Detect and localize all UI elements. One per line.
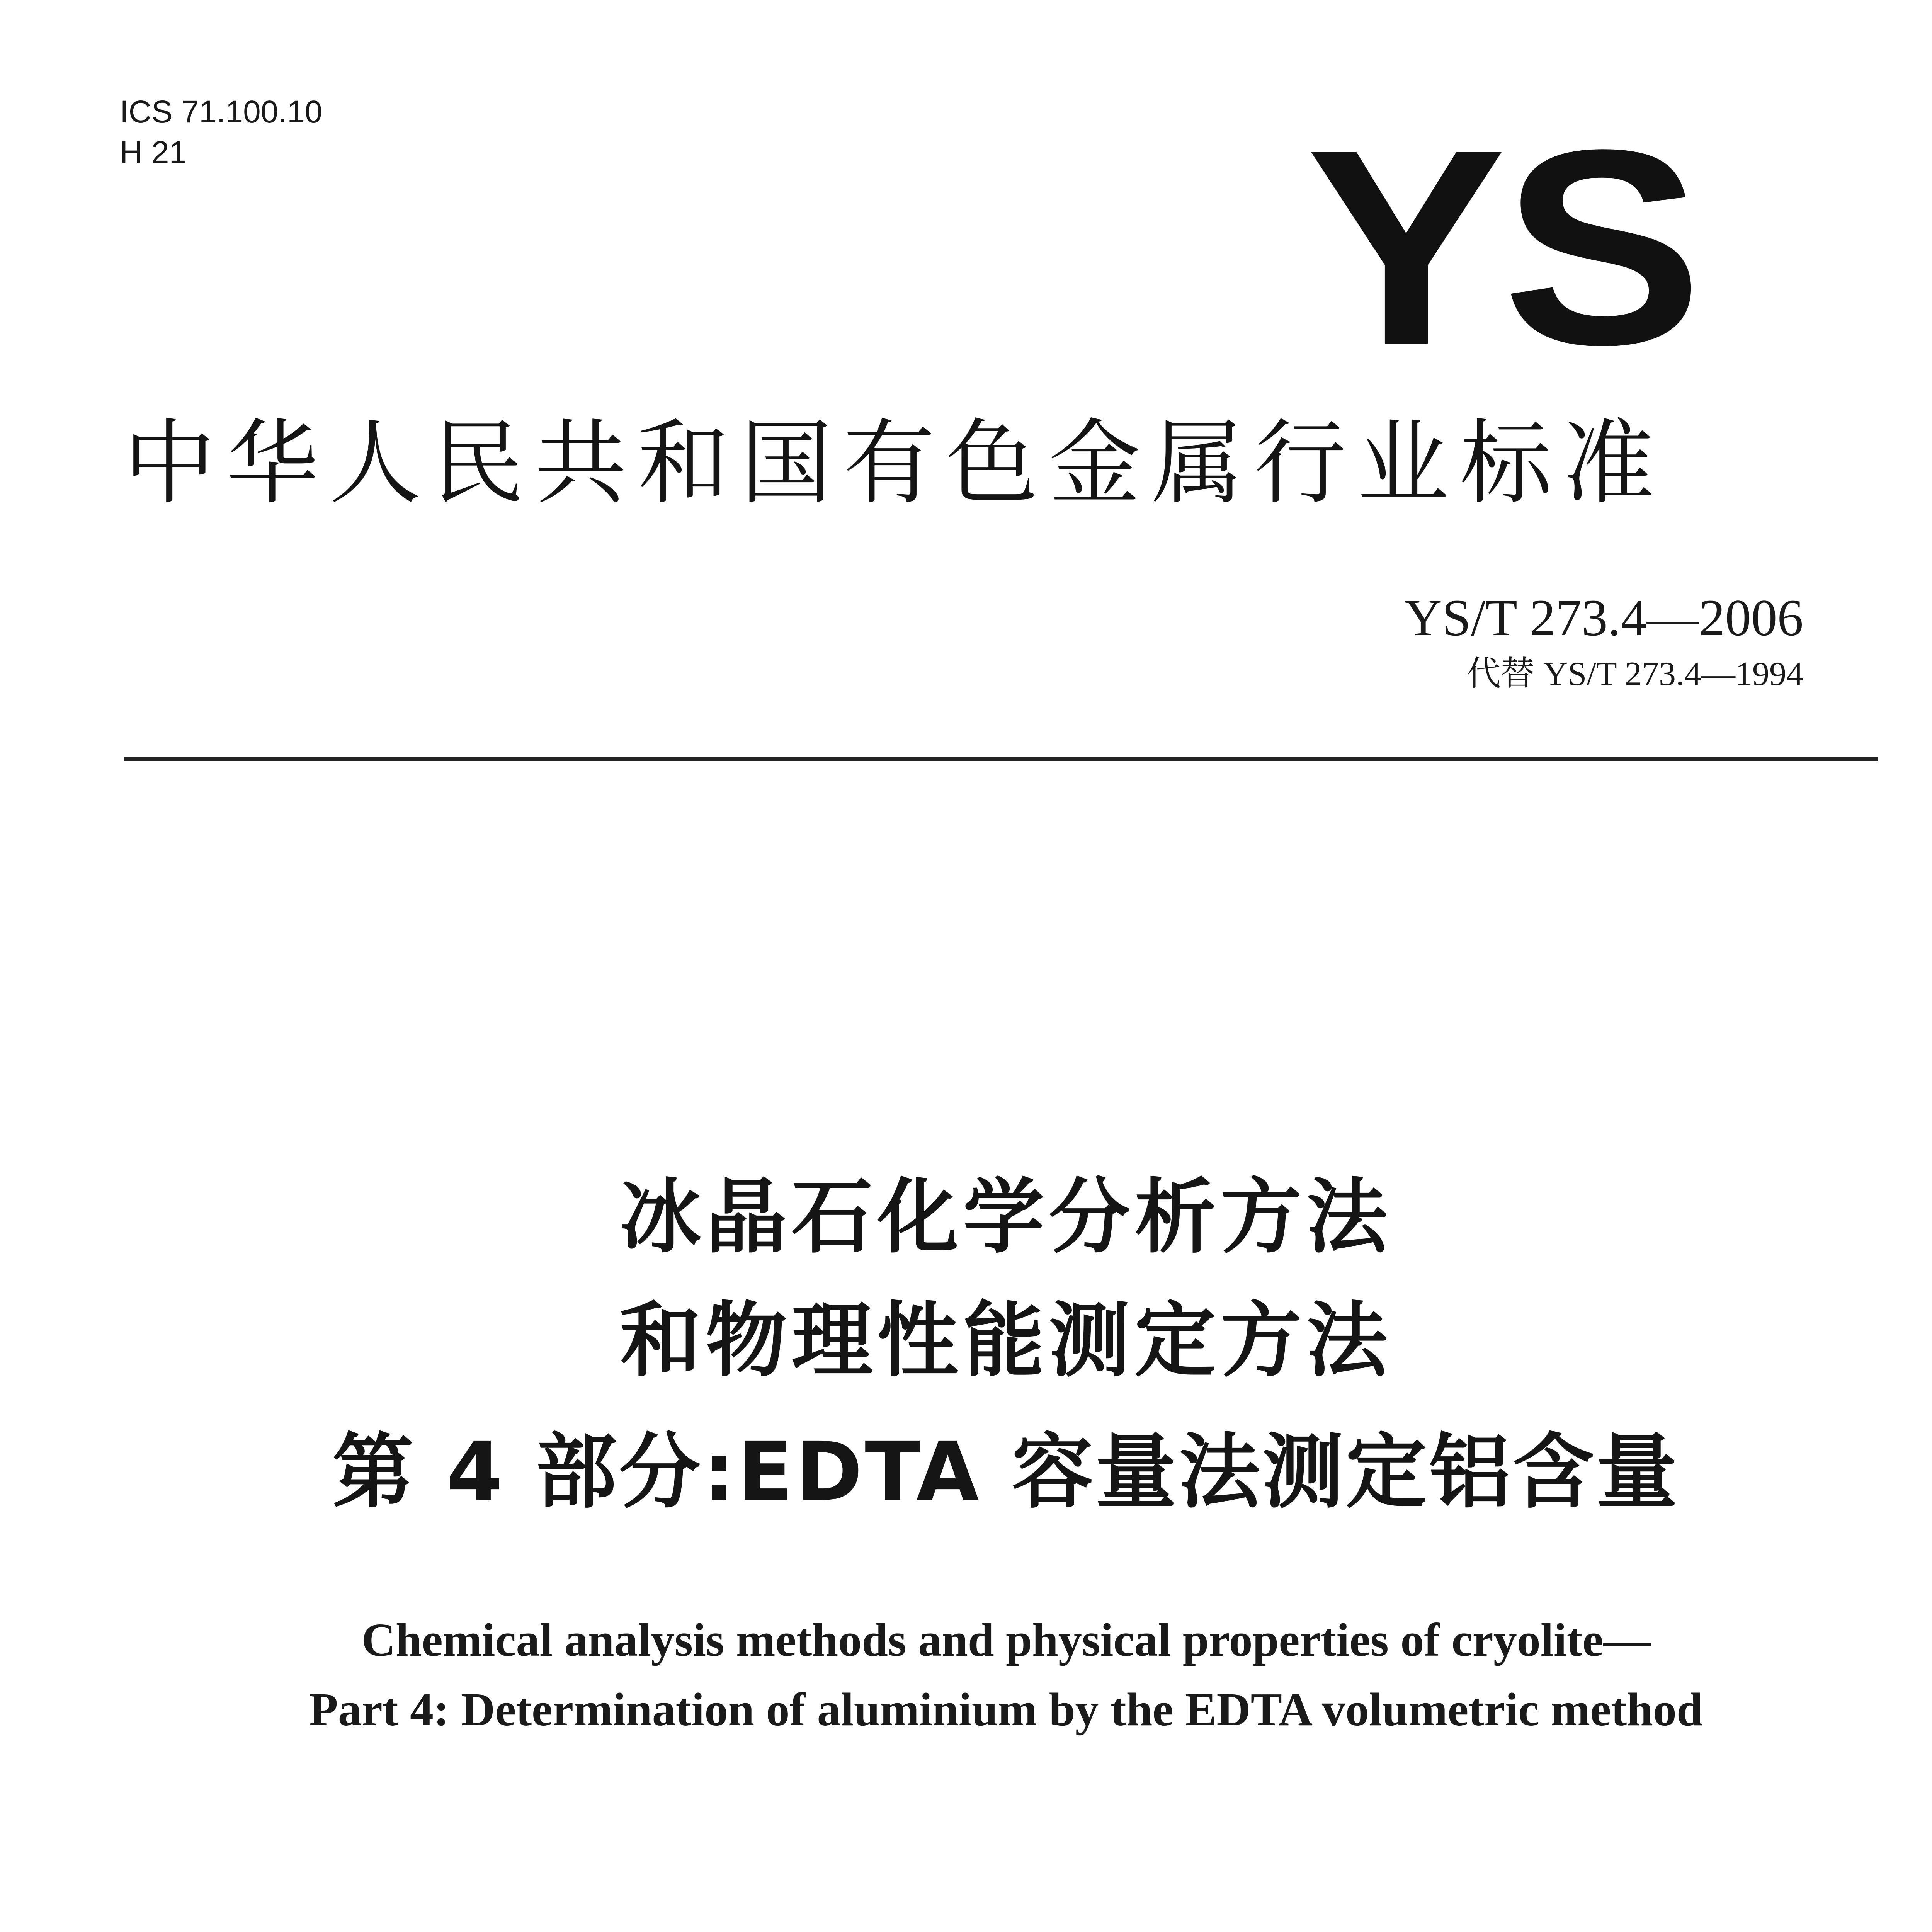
top-divider <box>124 757 1878 761</box>
classification-code: H 21 <box>120 135 187 170</box>
standard-title: 中华人民共和国有色金属行业标准 <box>124 410 1665 517</box>
cn-title-line-2: 和物理性能测定方法 <box>620 1293 1392 1388</box>
cn-title-line-1: 冰晶石化学分析方法 <box>620 1170 1392 1264</box>
standard-number: YS/T 273.4—2006 <box>1404 589 1803 647</box>
en-title-line-1: Chemical analysis methods and physical properties of cryolite— <box>361 1614 1651 1666</box>
replaces-standard: 代替 YS/T 273.4—1994 <box>1466 655 1803 693</box>
en-title-line-2: Part 4: Determination of aluminium by the EDTA volumetric method <box>309 1684 1703 1736</box>
ics-code: ICS 71.100.10 <box>120 94 323 129</box>
ys-logo: YS <box>1306 92 1699 403</box>
cn-title-line-3: 第 4 部分:EDTA 容量法测定铝含量 <box>332 1425 1680 1519</box>
